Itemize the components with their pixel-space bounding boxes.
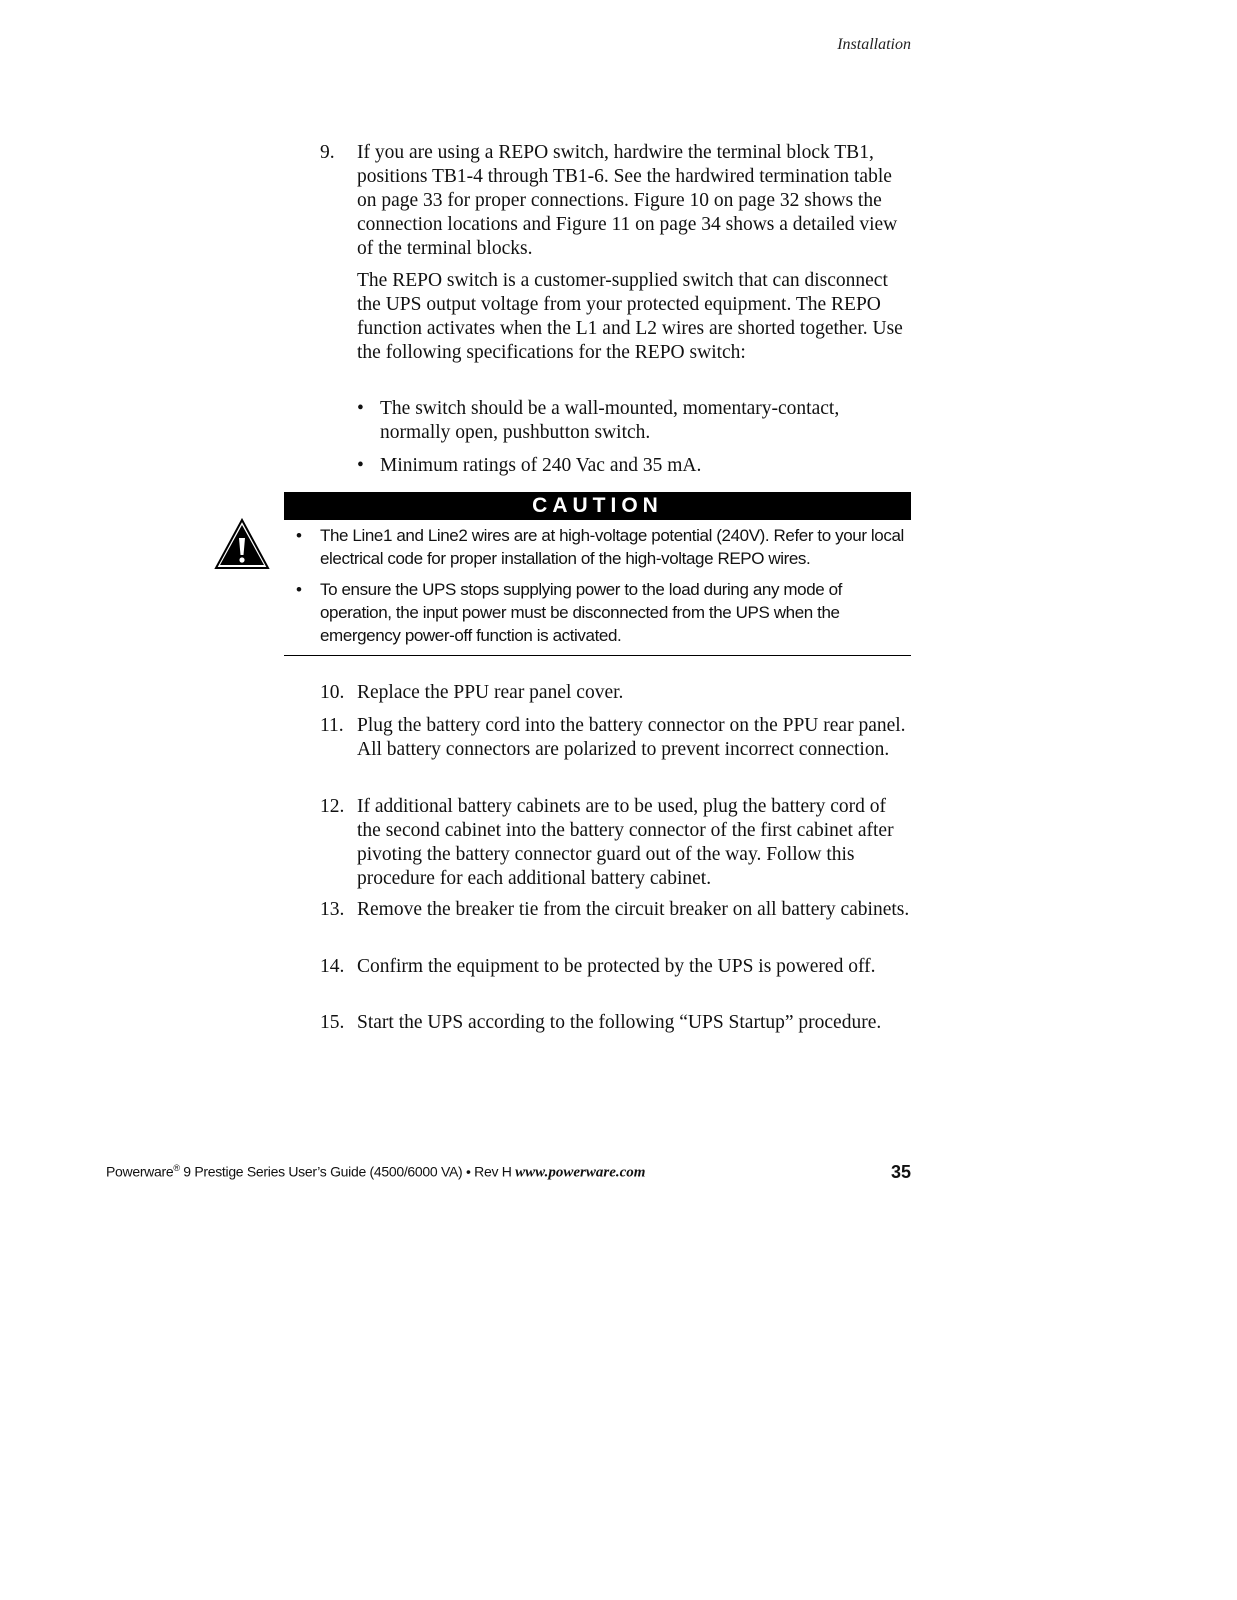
step-text: Remove the breaker tie from the circuit breaker on all battery cabinets. [357, 899, 910, 920]
repo-spec-text: The switch should be a wall-mounted, momentary-contact, normally open, pushbutton switch. [380, 398, 840, 443]
step-text: If you are using a REPO switch, hardwire the terminal block TB1, positions TB1-4 through TB1-6. See the hardwired termination table on page 33 for proper connections. Figure 10 on page 32 shows the connection locations and Figure 11 on page 34 shows a detailed view of the terminal blocks. [357, 142, 898, 259]
footer-brand: Powerware [106, 1163, 174, 1180]
repo-spec-item [357, 397, 912, 445]
footer-url: www.powerware.com [515, 1164, 646, 1181]
step-number: 11. [320, 715, 344, 736]
step-number: 12. [320, 796, 345, 817]
step-number: 10. [320, 682, 345, 703]
step-text: If additional battery cabinets are to be used, plug the battery cord of the second cabinet into the battery connector of the first cabinet after pivoting the battery connector guard out of the way. Follow this procedure for each additional battery cabinet. [357, 796, 894, 889]
step-number: 13. [320, 899, 345, 920]
step-number: 9. [320, 142, 335, 163]
step-text: Confirm the equipment to be protected by the UPS is powered off. [357, 956, 876, 977]
caution-item [296, 524, 916, 570]
step-text: Plug the battery cord into the battery connector on the PPU rear panel. All battery connectors are polarized to prevent incorrect connection. [357, 715, 906, 760]
bullet-icon: • [357, 455, 364, 476]
step-15 [320, 1011, 912, 1035]
step-number: 15. [320, 1012, 345, 1033]
step-12 [320, 795, 912, 891]
repo-description: The REPO switch is a customer-supplied switch that can disconnect the UPS output voltage from your protected equipment. The REPO function activates when the L1 and L2 wires are shorted together. Use the following specifications for the REPO switch: [357, 270, 903, 363]
step-text: Start the UPS according to the following “UPS Startup” procedure. [357, 1012, 882, 1033]
footer-guide-title: 9 Prestige Series User’s Guide (4500/6000 VA) [179, 1163, 463, 1180]
footer-revision: Rev H [474, 1163, 516, 1180]
footer-doc-title [106, 1163, 645, 1182]
caution-item [296, 578, 916, 647]
bullet-icon: • [357, 398, 364, 419]
step-13 [320, 898, 912, 922]
caution-text: The Line1 and Line2 wires are at high-voltage potential (240V). Refer to your local electrical code for proper installation of the high-voltage REPO wires. [320, 526, 904, 568]
caution-text: To ensure the UPS stops supplying power to the load during any mode of operation, the input power must be disconnected from the UPS when the emergency power-off function is activated. [320, 580, 843, 645]
warning-triangle-icon [214, 518, 270, 570]
caution-divider [284, 655, 911, 656]
step-10 [320, 681, 912, 705]
bullet-icon: • [296, 580, 302, 599]
bullet-icon: • [296, 526, 302, 545]
page-number: 35 [890, 1162, 911, 1182]
footer-separator: • [462, 1163, 475, 1180]
caution-title: CAUTION [284, 492, 911, 520]
step-11 [320, 714, 912, 762]
step-14 [320, 955, 912, 979]
step-number: 14. [320, 956, 345, 977]
repo-spec-item [357, 454, 912, 478]
step-9 [320, 141, 912, 261]
section-header: Installation [837, 36, 911, 53]
registered-mark: ® [173, 1163, 180, 1173]
step-text: Replace the PPU rear panel cover. [357, 682, 624, 703]
repo-spec-text: Minimum ratings of 240 Vac and 35 mA. [380, 455, 702, 476]
